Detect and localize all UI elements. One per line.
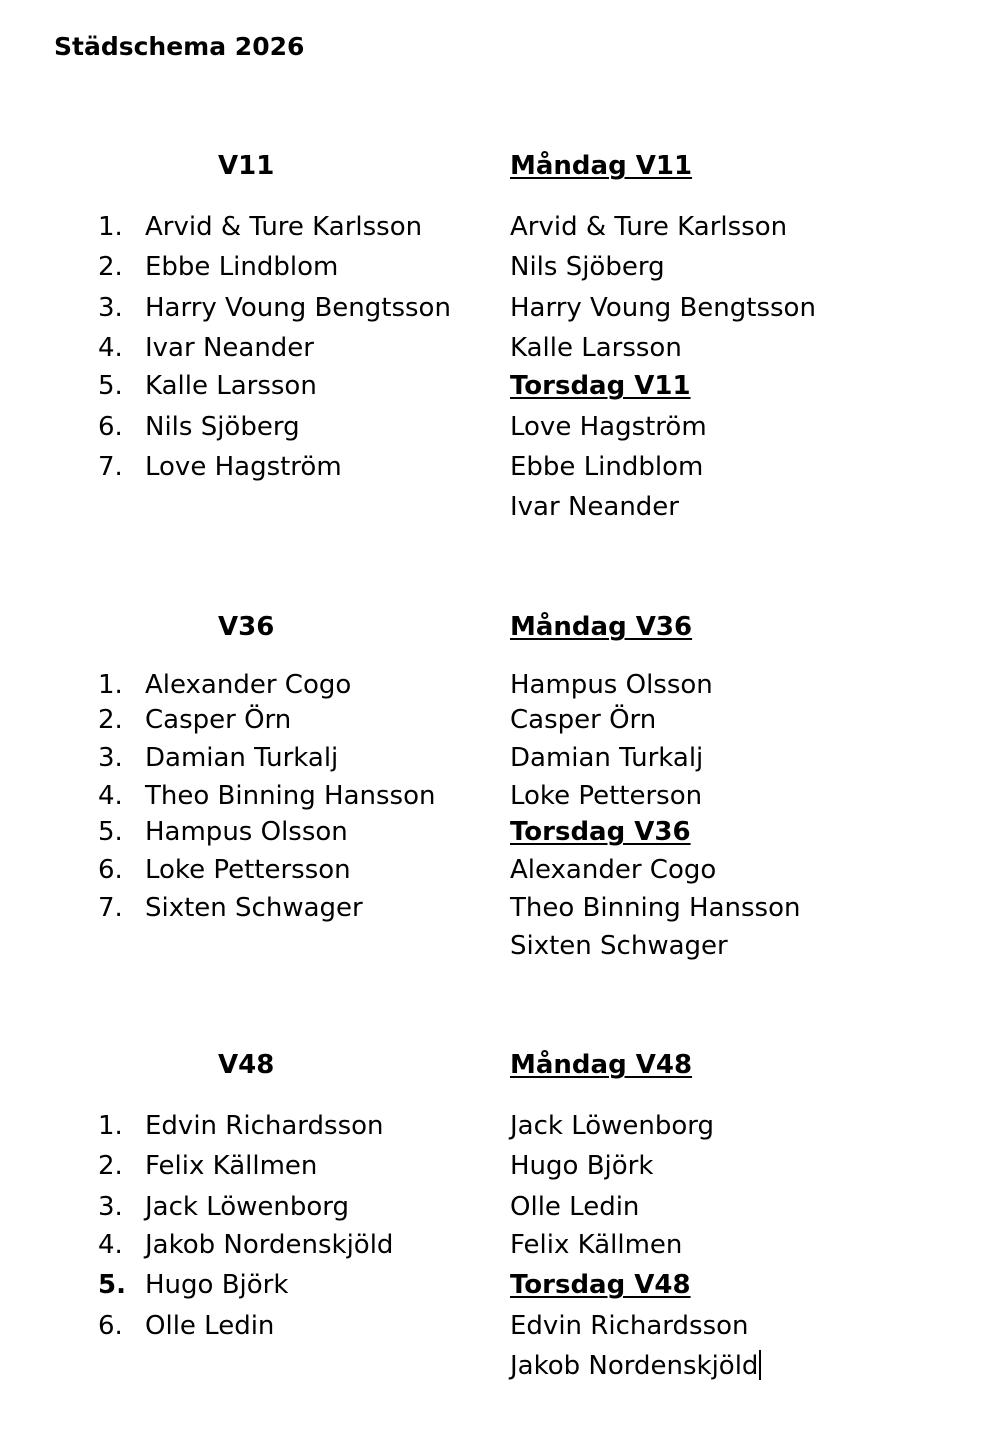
thursday-item: Love Hagström bbox=[510, 412, 707, 442]
document-title: Städschema 2026 bbox=[54, 32, 305, 61]
list-item: Olle Ledin bbox=[145, 1311, 275, 1341]
list-number: 5. bbox=[98, 817, 123, 847]
thursday-item-last[interactable] bbox=[510, 1349, 761, 1383]
list-number: 4. bbox=[98, 1230, 123, 1260]
list-number: 6. bbox=[98, 412, 123, 442]
list-item: Nils Sjöberg bbox=[145, 412, 300, 442]
thursday-item: Theo Binning Hansson bbox=[510, 893, 801, 923]
monday-item: Loke Petterson bbox=[510, 781, 703, 811]
list-number: 5. bbox=[98, 371, 123, 401]
list-item: Loke Pettersson bbox=[145, 855, 351, 885]
list-item: Love Hagström bbox=[145, 452, 342, 482]
thursday-item: Ebbe Lindblom bbox=[510, 452, 704, 482]
week-heading: V11 bbox=[218, 151, 275, 181]
monday-item: Felix Källmen bbox=[510, 1230, 683, 1260]
list-item: Sixten Schwager bbox=[145, 893, 363, 923]
monday-item: Hampus Olsson bbox=[510, 670, 713, 700]
monday-item: Olle Ledin bbox=[510, 1192, 640, 1222]
list-number: 1. bbox=[98, 1111, 123, 1141]
monday-item: Jack Löwenborg bbox=[510, 1111, 715, 1141]
monday-item: Kalle Larsson bbox=[510, 333, 682, 363]
list-number: 1. bbox=[98, 212, 123, 242]
thursday-item: Sixten Schwager bbox=[510, 931, 728, 961]
thursday-item: Edvin Richardsson bbox=[510, 1311, 749, 1341]
list-number: 2. bbox=[98, 1151, 123, 1181]
list-number: 7. bbox=[98, 893, 123, 923]
thursday-heading: Torsdag V11 bbox=[510, 371, 691, 401]
monday-item: Nils Sjöberg bbox=[510, 252, 665, 282]
monday-heading: Måndag V36 bbox=[510, 612, 693, 642]
list-number: 7. bbox=[98, 452, 123, 482]
thursday-item-text: Jakob Nordenskjöld bbox=[510, 1351, 759, 1381]
list-number: 2. bbox=[98, 252, 123, 282]
list-item: Kalle Larsson bbox=[145, 371, 317, 401]
monday-item: Arvid & Ture Karlsson bbox=[510, 212, 788, 242]
list-number: 3. bbox=[98, 293, 123, 323]
list-item: Ebbe Lindblom bbox=[145, 252, 339, 282]
list-number: 1. bbox=[98, 670, 123, 700]
week-heading: V36 bbox=[218, 612, 275, 642]
text-cursor bbox=[759, 1350, 761, 1380]
list-item: Edvin Richardsson bbox=[145, 1111, 384, 1141]
monday-heading: Måndag V11 bbox=[510, 151, 693, 181]
list-number: 4. bbox=[98, 781, 123, 811]
list-number: 4. bbox=[98, 333, 123, 363]
list-number: 3. bbox=[98, 1192, 123, 1222]
list-item: Felix Källmen bbox=[145, 1151, 318, 1181]
list-number: 6. bbox=[98, 855, 123, 885]
list-item: Casper Örn bbox=[145, 705, 292, 735]
monday-item: Harry Voung Bengtsson bbox=[510, 293, 816, 323]
list-item: Theo Binning Hansson bbox=[145, 781, 436, 811]
list-item: Alexander Cogo bbox=[145, 670, 352, 700]
list-item: Damian Turkalj bbox=[145, 743, 339, 773]
thursday-heading: Torsdag V36 bbox=[510, 817, 691, 847]
list-number: 2. bbox=[98, 705, 123, 735]
list-item: Harry Voung Bengtsson bbox=[145, 293, 451, 323]
monday-item: Casper Örn bbox=[510, 705, 657, 735]
thursday-item: Ivar Neander bbox=[510, 492, 679, 522]
list-item: Arvid & Ture Karlsson bbox=[145, 212, 423, 242]
list-item: Hugo Björk bbox=[145, 1270, 289, 1300]
monday-item: Damian Turkalj bbox=[510, 743, 704, 773]
list-item: Ivar Neander bbox=[145, 333, 314, 363]
week-heading: V48 bbox=[218, 1050, 275, 1080]
list-item: Jack Löwenborg bbox=[145, 1192, 350, 1222]
list-item: Hampus Olsson bbox=[145, 817, 348, 847]
list-item: Jakob Nordenskjöld bbox=[145, 1230, 394, 1260]
list-number: 3. bbox=[98, 743, 123, 773]
monday-item: Hugo Björk bbox=[510, 1151, 654, 1181]
list-number: 5. bbox=[98, 1270, 126, 1300]
monday-heading: Måndag V48 bbox=[510, 1050, 693, 1080]
list-number: 6. bbox=[98, 1311, 123, 1341]
thursday-item: Alexander Cogo bbox=[510, 855, 717, 885]
thursday-heading: Torsdag V48 bbox=[510, 1270, 691, 1300]
